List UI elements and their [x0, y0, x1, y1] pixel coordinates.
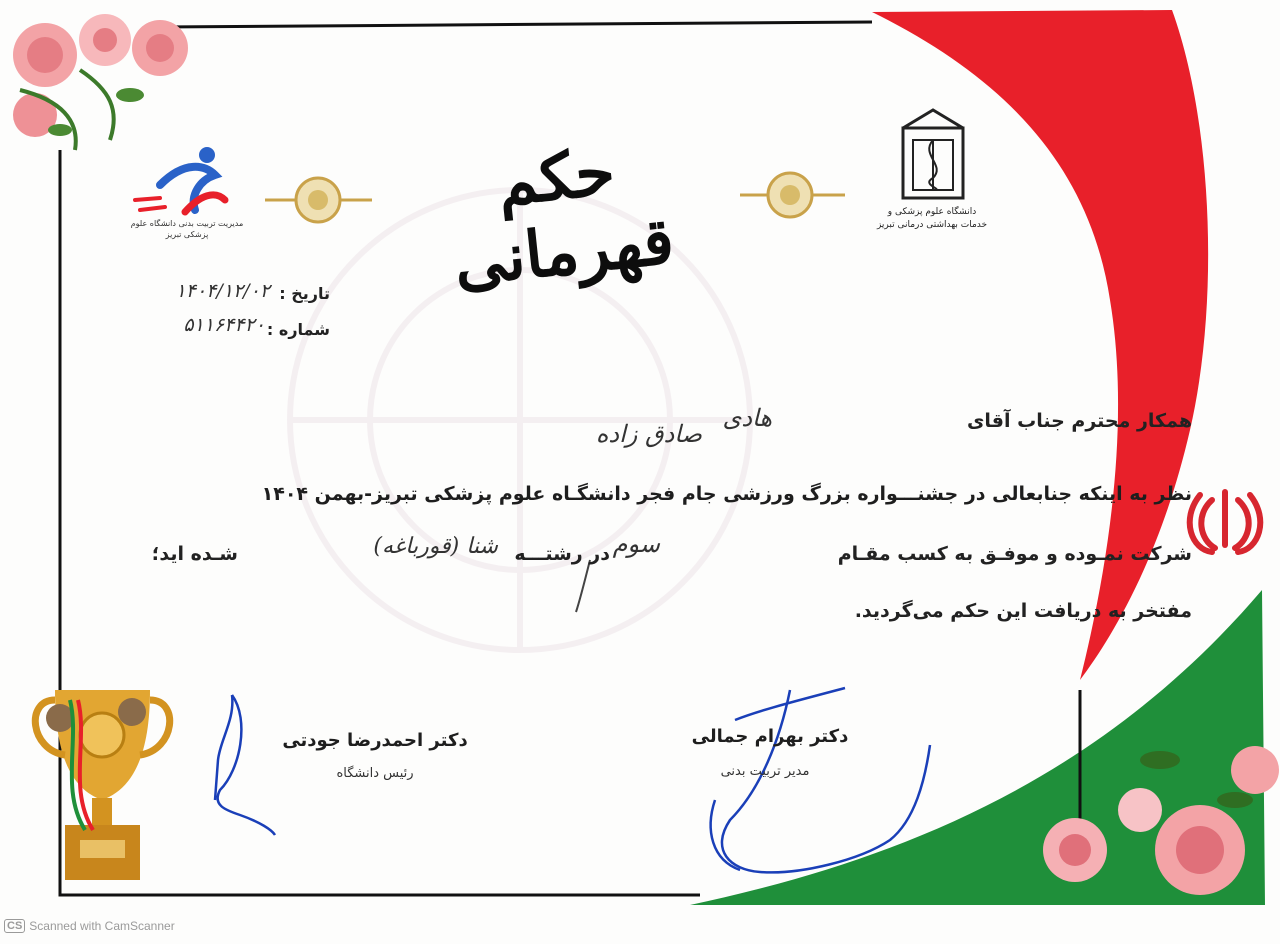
number-value: ۵۱۱۶۴۴۲۰ [183, 314, 265, 336]
salutation: همکار محترم جناب آقای [966, 410, 1192, 432]
scanner-watermark [4, 916, 175, 936]
recipient-last-name: صادق زاده [595, 420, 702, 448]
body-line-3: مفتخر به دریافت این حکم می‌گردید. [854, 600, 1192, 622]
body-line-1: نظر به اینکه جنابعالی در جشنـــواره بزرگ ورزشی جام فجر دانشگـاه علوم پزشکی تبریز-بهمن ۱۴۰۴ [261, 483, 1192, 505]
iran-emblem-icon [1190, 492, 1261, 552]
red-swoosh [872, 10, 1208, 680]
certificate-title: حکم قهرمانی [450, 134, 678, 302]
left-signatory-role: رئیس دانشگاه [336, 766, 414, 781]
right-signature-icon [711, 688, 930, 872]
body-line-2-mid: در رشتـــه [514, 543, 610, 565]
scanner-text: Scanned with CamScanner [29, 919, 175, 933]
left-signature-icon [215, 695, 275, 835]
body-line-2-end: شـده اید؛ [151, 543, 238, 565]
date-value: ۱۴۰۴/۱۲/۰۲ [175, 280, 270, 302]
left-signatory-name: دکتر احمدرضا جودتی [282, 730, 468, 751]
rank-value: سوم [612, 530, 660, 558]
body-line-2-start: شرکت نمـوده و موفـق به کسب مقـام [837, 543, 1192, 565]
sport-runner-logo-icon [135, 147, 225, 212]
rank-pen-stroke [576, 560, 590, 612]
gold-ornament-icon [265, 178, 372, 222]
right-signatory-role: مدیر تربیت بدنی [720, 764, 810, 779]
trophy-icon [35, 690, 169, 880]
camscanner-badge-icon: CS [4, 919, 25, 933]
recipient-first-name: هادی [722, 404, 772, 432]
flower-decoration-icon [13, 14, 188, 150]
number-label: شماره : [266, 320, 330, 339]
university-emblem-icon [903, 110, 963, 198]
frame-top [160, 22, 872, 27]
discipline-value: شنا (قورباغه) [373, 534, 498, 559]
right-signatory-name: دکتر بهرام جمالی [691, 726, 849, 747]
university-logo-caption: دانشگاه علوم پزشکی و خدمات بهداشتی درمانی تبریز [876, 207, 988, 230]
sport-logo-caption: مدیریت تربیت بدنی دانشگاه علوم پزشکی تبریز [130, 219, 244, 239]
gold-ornament-icon [740, 173, 845, 217]
date-label: تاریخ : [279, 284, 330, 303]
